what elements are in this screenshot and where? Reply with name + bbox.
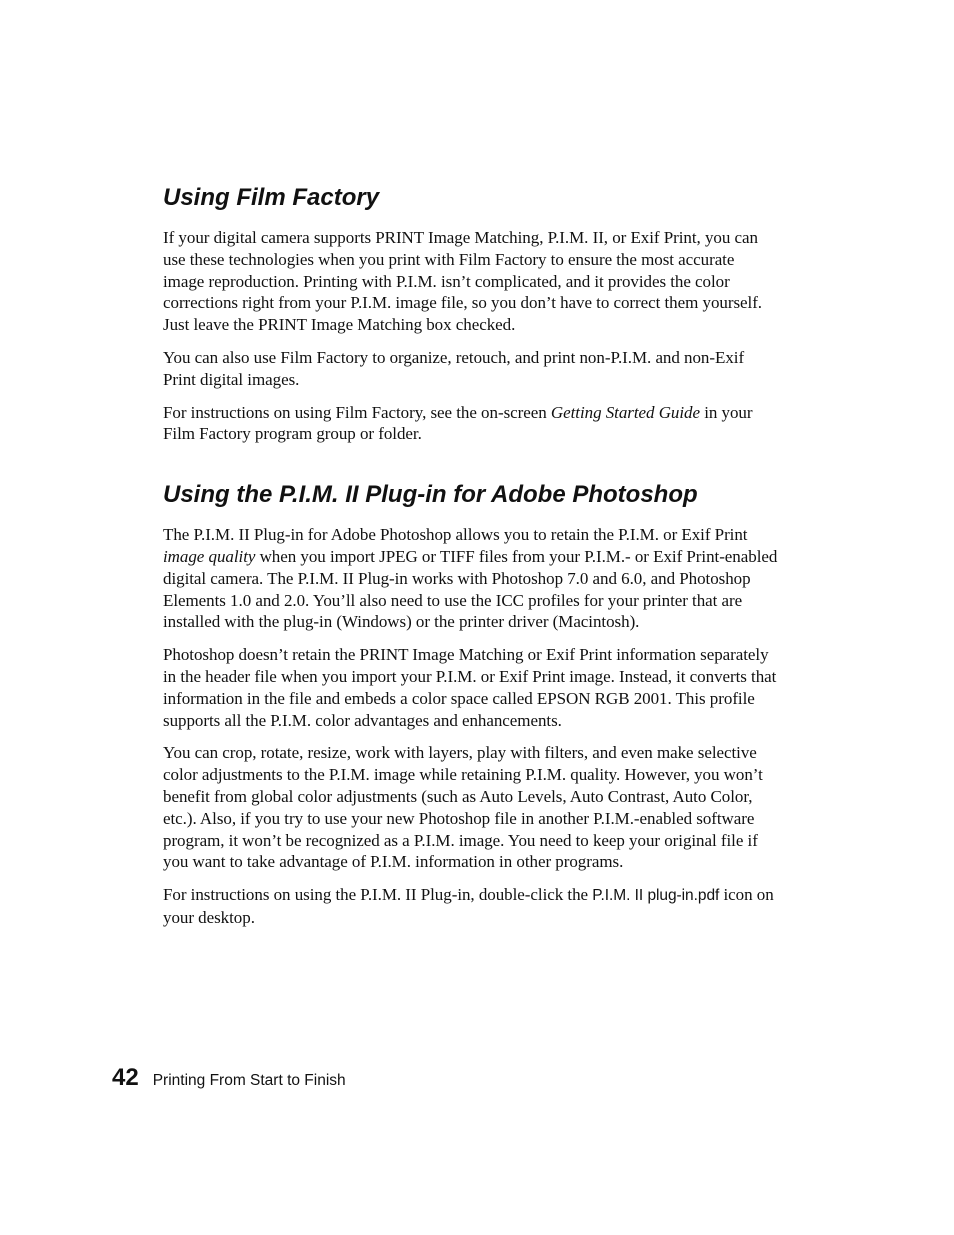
text-run: For instructions on using Film Factory, see the on-screen bbox=[163, 402, 551, 422]
emphasis-image-quality: image quality bbox=[163, 546, 256, 566]
text-run: when you import JPEG or TIFF files from your P.I.M.- or Exif Print-enabled digital camera. The P.I.M. II Plug-in works with Photoshop 7.0 and 6.0, and Photoshop Elements 1.0 and 2.0. You’ll also need to use the ICC profiles for your printer that are installed with the plug-in (Windows) or the printer driver (Macintosh). bbox=[163, 546, 778, 632]
text-run: For instructions on using the P.I.M. II Plug-in, double-click the bbox=[163, 885, 593, 905]
section-heading-pim-plugin: Using the P.I.M. II Plug-in for Adobe Photoshop bbox=[163, 481, 698, 509]
paragraph: You can also use Film Factory to organize, retouch, and print non-P.I.M. and non-Exif Print digital images. bbox=[163, 347, 745, 389]
paragraph: You can crop, rotate, resize, work with layers, play with filters, and even make selective color adjustments to the P.I.M. image while retaining P.I.M. quality. However, you won’t benefit from global color adjustments (such as Auto Levels, Auto Contrast, Auto Color, etc.). Also, if you try to use your new Photoshop file in another P.I.M.-enabled software program, it won’t be recognized as a P.I.M. image. You need to keep your original file if you want to take advantage of P.I.M. information in other programs. bbox=[163, 743, 763, 872]
running-title: Printing From Start to Finish bbox=[152, 1072, 346, 1089]
paragraph: Photoshop doesn’t retain the PRINT Image Matching or Exif Print information separately in the header file when you import your P.I.M. or Exif Print image. Instead, it converts that information in the file and embeds a color space called EPSON RGB 2001. This profile supports all the P.I.M. color advantages and enhancements. bbox=[163, 645, 777, 730]
paragraph: If your digital camera supports PRINT Image Matching, P.I.M. II, or Exif Print, you can use these technologies when you print with Film Factory to ensure the most accurate image reproduction. Printing with P.I.M. isn’t complicated, and it provides the color corrections right from your P.I.M. image file, so you don’t have to correct them yourself. Just leave the PRINT Image Matching box checked. bbox=[163, 228, 763, 335]
text-run: in your Film Factory program group or folder. bbox=[163, 402, 753, 444]
page-number: 42 bbox=[112, 1064, 139, 1091]
paragraph bbox=[163, 884, 779, 929]
text-run: icon on your desktop. bbox=[163, 885, 774, 927]
paragraph bbox=[163, 402, 779, 446]
page-content bbox=[163, 183, 779, 940]
pdf-file-name: P.I.M. II plug-in.pdf bbox=[592, 887, 720, 905]
page-footer bbox=[112, 1064, 346, 1092]
paragraph bbox=[163, 524, 779, 633]
text-run: The P.I.M. II Plug-in for Adobe Photoshop allows you to retain the P.I.M. or Exif Print bbox=[163, 525, 748, 545]
guide-title: Getting Started Guide bbox=[550, 402, 700, 422]
section-heading-film-factory: Using Film Factory bbox=[163, 184, 380, 211]
